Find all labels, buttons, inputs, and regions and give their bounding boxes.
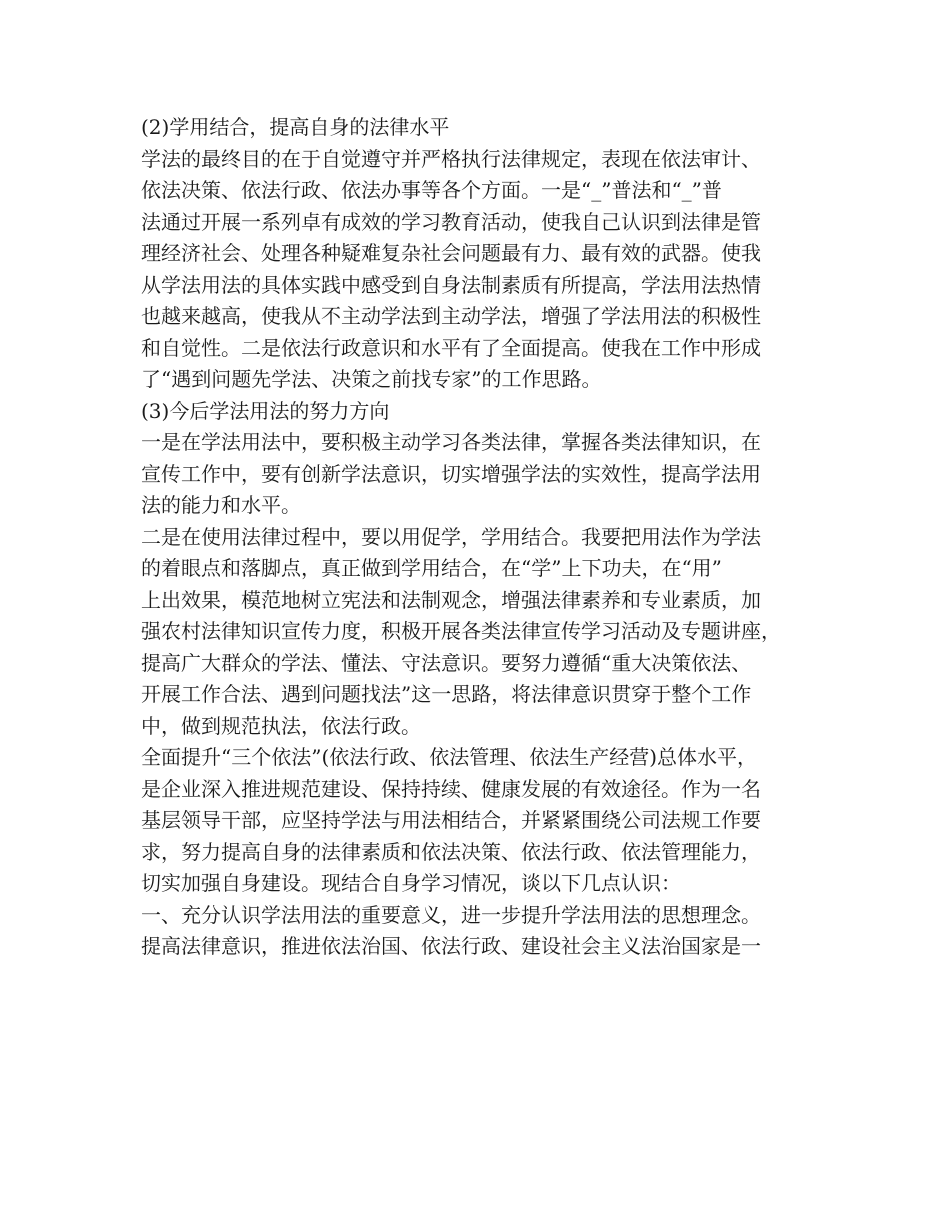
paragraph-line: 依法决策、依法行政、依法办事等各个方面。一是“_”普法和“_”普 [141, 178, 722, 202]
paragraph-line: 上出效果，模范地树立宪法和法制观念，增强法律素养和专业素质，加 [141, 587, 761, 612]
paragraph-line: 法通过开展一系列卓有成效的学习教育活动，使我自己认识到法律是管 [141, 209, 761, 234]
paragraph-line: 全面提升“三个依法”(依法行政、依法管理、依法生产经营)总体水平， [141, 745, 758, 769]
paragraph-line: 从学法用法的具体实践中感受到自身法制素质有所提高，学法用法热情 [141, 272, 761, 297]
paragraph-line: 宣传工作中，要有创新学法意识，切实增强学法的实效性，提高学法用 [141, 461, 761, 486]
paragraph-line: 和自觉性。二是依法行政意识和水平有了全面提高。使我在工作中形成 [141, 335, 761, 360]
paragraph-line: 理经济社会、处理各种疑难复杂社会问题最有力、最有效的武器。使我 [141, 241, 761, 265]
paragraph-line: 一是在学法用法中，要积极主动学习各类法律，掌握各类法律知识，在 [141, 430, 761, 454]
section-heading-2: (2)学用结合，提高自身的法律水平 [141, 115, 450, 139]
paragraph-line: 二是在使用法律过程中，要以用促学，学用结合。我要把用法作为学法 [141, 524, 761, 549]
paragraph-line: 开展工作合法、遇到问题找法”这一思路，将法律意识贯穿于整个工作 [141, 682, 752, 706]
paragraph-line: 提高法律意识，推进依法治国、依法行政、建设社会主义法治国家是一 [141, 934, 761, 958]
paragraph-line: 法的能力和水平。 [141, 493, 301, 517]
paragraph-line: 也越来越高，使我从不主动学法到主动学法，增强了学法用法的积极性 [141, 304, 761, 328]
paragraph-line: 了“遇到问题先学法、决策之前找专家”的工作思路。 [141, 367, 602, 391]
paragraph-line: 切实加强自身建设。现结合自身学习情况，谈以下几点认识： [141, 871, 681, 895]
document-body [141, 112, 831, 963]
paragraph-line: 学法的最终目的在于自觉遵守并严格执行法律规定，表现在依法审计、 [141, 146, 761, 171]
paragraph-line: 是企业深入推进规范建设、保持持续、健康发展的有效途径。作为一名 [141, 776, 761, 801]
paragraph-line: 中，做到规范执法，依法行政。 [141, 713, 421, 738]
paragraph-line: 的着眼点和落脚点，真正做到学用结合，在“学”上下功夫，在“用” [141, 556, 722, 580]
paragraph-line: 提高广大群众的学法、懂法、守法意识。要努力遵循“重大决策依法、 [141, 650, 752, 675]
section-heading-3: (3)今后学法用法的努力方向 [141, 398, 390, 423]
paragraph-line: 基层领导干部，应坚持学法与用法相结合，并紧紧围绕公司法规工作要 [141, 808, 761, 832]
paragraph-line: 求，努力提高自身的法律素质和依法决策、依法行政、依法管理能力， [141, 839, 761, 864]
section-heading-1: 一、充分认识学法用法的重要意义，进一步提升学法用法的思想理念。 [141, 902, 761, 927]
paragraph-line: 强农村法律知识宣传力度，积极开展各类法律宣传学习活动及专题讲座， [141, 619, 781, 643]
